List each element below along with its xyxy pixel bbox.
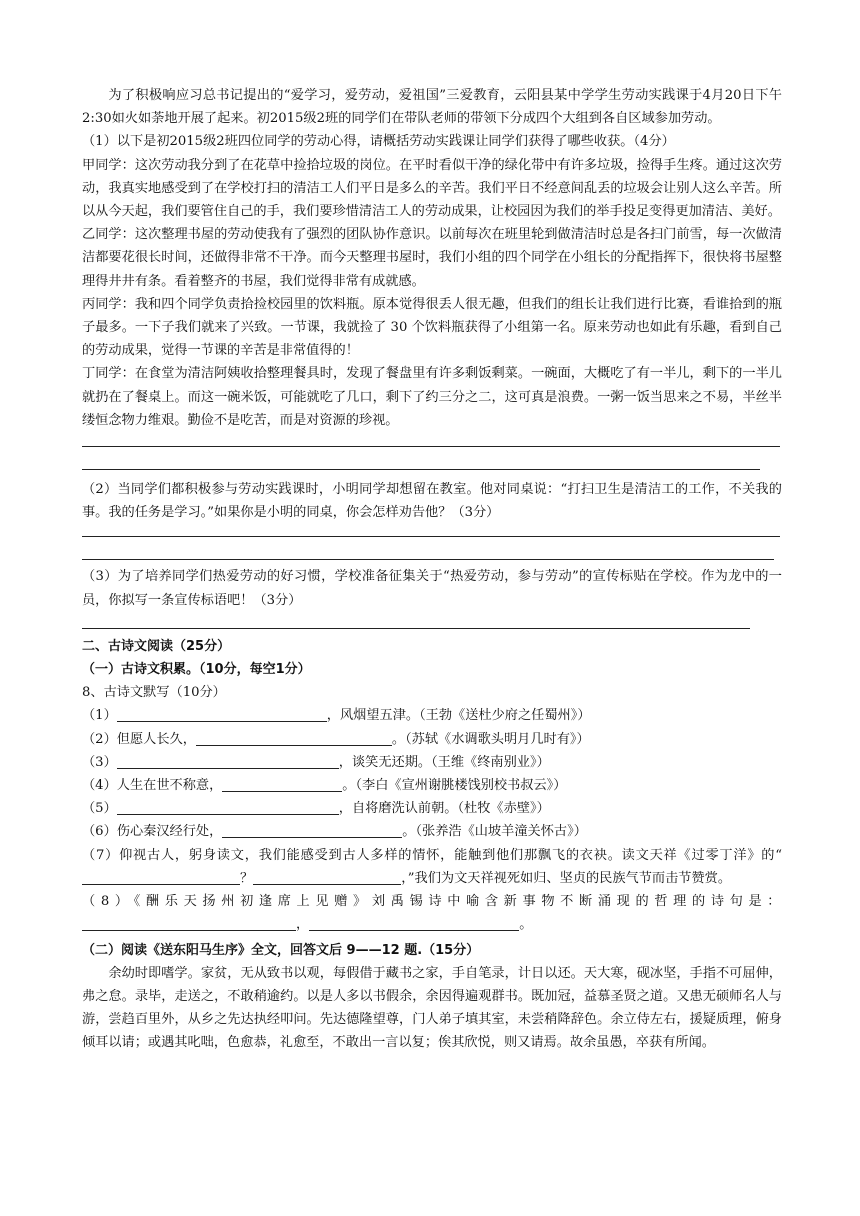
intro-paragraph: 为了积极响应习总书记提出的“爱学习，爱劳动，爱祖国”三爱教育，云阳县某中学学生劳动实践课于4月20日下午2:30如火如荼地开展了起来。初2015级2班的同学们在带队老师的带领下分成四个大组到各自区域参加劳动。 (82, 88, 782, 127)
fill-blank[interactable] (82, 870, 240, 885)
fill-blank[interactable] (222, 777, 342, 792)
answer-line[interactable] (82, 628, 750, 629)
poem-blank-1: （1） ，风烟望五津。（王勃《送杜少府之任蜀州》） (82, 708, 591, 724)
section-2b-heading: （二）阅读《送东阳马生序》全文，回答文后 9——12 题.（15分） (82, 942, 480, 958)
fill-blank[interactable] (222, 823, 402, 838)
answer-line[interactable] (82, 536, 780, 537)
fill-blank[interactable] (196, 731, 392, 746)
answer-line[interactable] (82, 469, 760, 470)
classical-passage: 余幼时即嗜学。家贫，无从致书以观，每假借于藏书之家，手自笔录，计日以还。天大寒，砚冰坚，手指不可屈伸，弗之怠。录毕，走送之，不敢稍逾约。以是人多以书假余，余因得遍观群书。既加冠，益慕圣贤之道。又患无硕师名人与游，尝趋百里外，从乡之先达执经叩问。先达德隆望尊，门人弟子填其室，未尝稍降辞色。余立侍左右，援疑质理，俯身倾耳以请；或遇其叱咄，色愈恭，礼愈至，不敢出一言以复；俟其欣悦，则又请焉。故余虽愚，卒获有所闻。 (82, 965, 782, 1051)
poem-blank-6: （6）伤心秦汉经行处， 。（张养浩《山坡羊潼关怀古》） (82, 824, 587, 840)
section-2-heading: 二、古诗文阅读（25分） (82, 638, 231, 654)
fill-blank[interactable] (82, 916, 296, 931)
poem-blank-8-answers: ， 。 (82, 913, 782, 936)
student-yi: 乙同学：这次整理书屋的劳动使我有了强烈的团队协作意识。以前每次在班里轮到做清洁时总是各扫门前雪，每一次做清洁都要花很长时间，还做得非常不干净。而今天整理书屋时，我们小组的四个同学在小组长的分配指挥下，很快将书屋整理得井井有条。看着整齐的书屋，我们觉得非常有成就感。 (82, 227, 782, 289)
poem-blank-5: （5） ，自将磨洗认前朝。（杜牧《赤壁》） (82, 801, 550, 817)
student-bing: 丙同学：我和四个同学负责拾捡校园里的饮料瓶。原本觉得很丢人很无趣，但我们的组长让我们进行比赛，看谁拾到的瓶子最多。一下子我们就来了兴致。一节课，我就捡了 30 个饮料瓶获得了小组第一名。原来劳动也如此有乐趣，看到自己的劳动成果，觉得一节课的辛苦是非常值得的！ (82, 296, 782, 359)
question-2: （2）当同学们都积极参与劳动实践课时，小明同学却想留在教室。他对同桌说：“打扫卫生是清洁工的工作，不关我的事。我的任务是学习。”如果你是小明的同桌，你会怎样劝告他？（3分） (82, 482, 782, 521)
student-ding: 丁同学：在食堂为清洁阿姨收拾整理餐具时，发现了餐盘里有许多剩饭剩菜。一碗面，大概吃了有一半儿，剩下的一半儿就扔在了餐桌上。而这一碗米饭，可能就吃了几口，剩下了约三分之二，这可真是浪费。一粥一饭当思来之不易，半丝半缕恒念物力维艰。勤俭不是吃苦，而是对资源的珍视。 (82, 366, 782, 428)
answer-line[interactable] (82, 559, 774, 560)
poem-blank-3: （3） ，谈笑无还期。（王维《终南别业》） (82, 754, 550, 770)
question-1: （1）以下是初2015级2班四位同学的劳动心得，请概括劳动实践课让同学们获得了哪些收获。（4分） (82, 134, 675, 150)
question-8: 8、古诗文默写（10分） (82, 685, 226, 701)
question-3: （3）为了培养同学们热爱劳动的好习惯，学校准备征集关于“热爱劳动，参与劳动”的宣传标贴在学校。作为龙中的一员，你拟写一条宣传标语吧！（3分） (82, 569, 782, 608)
fill-blank[interactable] (309, 916, 519, 931)
poem-blank-2: （2）但愿人长久， 。（苏轼《水调歌头明月几时有》） (82, 731, 590, 747)
exam-page (82, 84, 782, 1055)
student-jia: 甲同学：这次劳动我分到了在花草中捡拾垃圾的岗位。在平时看似干净的绿化带中有许多垃圾，捡得手生疼。通过这次劳动，我真实地感受到了在学校打扫的清洁工人们平日是多么的辛苦。我们平日不经意间乱丢的垃圾会让别人这么辛苦。所以从今天起，我们要管住自己的手，我们要珍惜清洁工人的劳动成果，让校园因为我们的举手投足变得更加清洁、美好。 (82, 157, 782, 220)
poem-blank-7: （7）仰视古人，躬身读文，我们能感受到古人多样的情怀，能触到他们那飘飞的衣袂。读文天祥《过零丁洋》的“？ ，”我们为文天祥视死如归、坚贞的民族气节而击节赞赏。 (82, 847, 782, 886)
poem-blank-8: （8）《酬乐天扬州初逢席上见赠》刘禹锡诗中喻含新事物不断涌现的哲理的诗句是： (82, 894, 782, 910)
fill-blank[interactable] (117, 707, 327, 722)
fill-blank[interactable] (253, 870, 401, 885)
poem-blank-4: （4）人生在世不称意， 。（李白《宣州谢朓楼饯别校书叔云》） (82, 778, 567, 794)
fill-blank[interactable] (117, 800, 339, 815)
answer-line[interactable] (82, 446, 780, 447)
section-2a-heading: （一）古诗文积累。（10分，每空1分） (82, 662, 311, 678)
fill-blank[interactable] (117, 754, 339, 769)
